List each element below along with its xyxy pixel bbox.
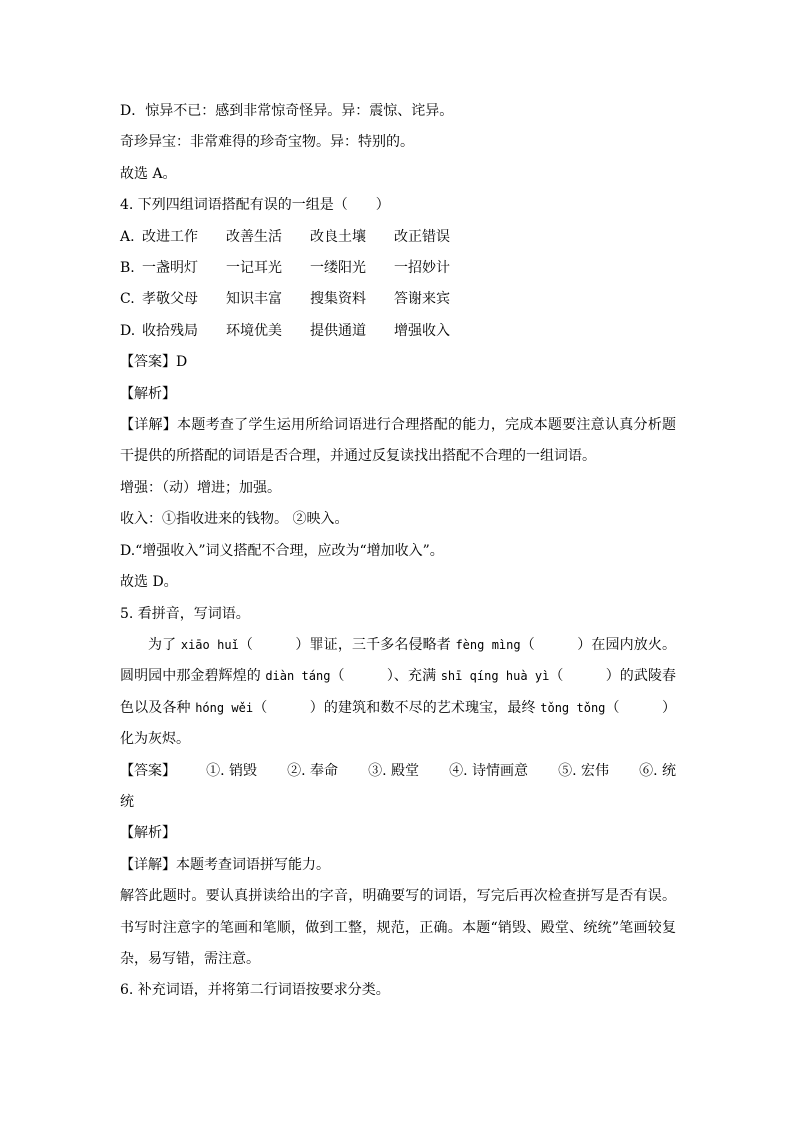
text-line: 故选 A。 xyxy=(120,165,177,182)
passage-text: （ ）、充满 xyxy=(330,668,441,685)
option-word: 改善生活 xyxy=(226,228,282,245)
text-line: 故选 D。 xyxy=(120,574,178,591)
option-word: 搜集资料 xyxy=(310,291,366,308)
option-label: A. xyxy=(120,228,135,245)
option-word: 知识丰富 xyxy=(226,291,282,308)
question-4-analysis-title: 【解析】 xyxy=(120,385,176,402)
question-5-analysis-title: 【解析】 xyxy=(120,825,176,842)
document-page xyxy=(120,96,676,1007)
option-label: B. xyxy=(120,260,135,277)
option-word: 环境优美 xyxy=(226,322,282,339)
passage-text: （ ）的建筑和数不尽的艺术瑰宝，最终 xyxy=(253,699,541,716)
pinyin: diàn táng xyxy=(265,669,331,684)
option-word: 答谢来宾 xyxy=(394,291,450,308)
option-word: 提供通道 xyxy=(310,322,366,339)
text-line: D．惊异不已：感到非常惊奇怪异。异：震惊、诧异。 xyxy=(120,103,454,119)
answer-item: ①. 销毁 xyxy=(206,762,257,779)
option-word: 一盏明灯 xyxy=(142,260,198,277)
pinyin: hóng wěi xyxy=(195,700,254,715)
passage-text: （ ）的武陵春色以及各种 xyxy=(120,668,677,716)
option-a xyxy=(120,222,676,253)
text-line: 奇珍异宝：非常难得的珍奇宝物。异：特别的。 xyxy=(120,134,414,151)
question-5-answer-row xyxy=(120,756,676,787)
option-d xyxy=(120,316,676,347)
text-line: 增强：（动）增进；加强。 xyxy=(120,479,281,496)
pinyin: tǒng tǒng xyxy=(540,700,606,715)
question-6-stem: 6. 补充词语，并将第二行词语按要求分类。 xyxy=(120,982,390,999)
text-line: 收入：①指收进来的钱物。 ②映入。 xyxy=(120,511,349,528)
passage-text: （ ）化为灰烬。 xyxy=(120,699,677,748)
question-4-stem: 4. 下列四组词语搭配有误的一组是（ ） xyxy=(120,197,390,214)
passage-text: 为了 xyxy=(148,636,181,653)
option-word: 一记耳光 xyxy=(226,260,282,277)
question-5-explain: 解答此题时。要认真拼读给出的字音，明确要写的词语，写完后再次检查拼写是否有误。书写时注意字的笔画和笔顺，做到工整，规范，正确。本题“销毁、殿堂、统统”笔画较复杂，易写错，需注意。 xyxy=(120,888,676,967)
pinyin: shī qíng huà yì xyxy=(440,669,550,684)
passage-text: （ ）罪证，三千多名侵略者 xyxy=(238,636,456,653)
passage-text: （ ）在园内放火。圆明园中那金碧辉煌的 xyxy=(120,636,677,685)
question-5-detail: 【详解】本题考查词语拼写能力。 xyxy=(120,856,330,873)
question-4-detail: 【详解】本题考查了学生运用所给词语进行合理搭配的能力，完成本题要注意认真分析题干提供的所搭配的词语是否合理，并通过反复读找出搭配不合理的一组词语。 xyxy=(120,417,676,465)
option-word: 一缕阳光 xyxy=(310,260,366,277)
pinyin: fèng mìng xyxy=(455,637,521,652)
option-b xyxy=(120,253,676,284)
option-label: D. xyxy=(120,322,136,339)
option-word: 改正错误 xyxy=(394,228,450,245)
question-4-answer: 【答案】D xyxy=(120,354,188,371)
pinyin: xiāo huǐ xyxy=(180,637,239,652)
option-word: 改进工作 xyxy=(142,228,198,245)
text-line: D.“增强收入”词义搭配不合理，应改为“增加收入”。 xyxy=(120,542,444,559)
question-5-stem: 5. 看拼音，写词语。 xyxy=(120,605,250,622)
option-label: C. xyxy=(120,291,135,308)
option-word: 增强收入 xyxy=(394,322,450,339)
answer-item: ③. 殿堂 xyxy=(368,762,419,779)
answer-item: ⑤. 宏伟 xyxy=(558,762,609,779)
answer-label: 【答案】 xyxy=(120,762,176,779)
option-c xyxy=(120,284,676,315)
answer-continuation: 统 xyxy=(120,793,134,810)
answer-item: ④. 诗情画意 xyxy=(449,762,528,779)
option-word: 改良土壤 xyxy=(310,228,366,245)
answer-item: ②. 奉命 xyxy=(287,762,338,779)
option-word: 孝敬父母 xyxy=(142,291,198,308)
question-5-passage xyxy=(120,630,676,756)
option-word: 一招妙计 xyxy=(394,260,450,277)
answer-item: ⑥. 统 xyxy=(639,762,676,779)
option-word: 收拾残局 xyxy=(142,322,198,339)
